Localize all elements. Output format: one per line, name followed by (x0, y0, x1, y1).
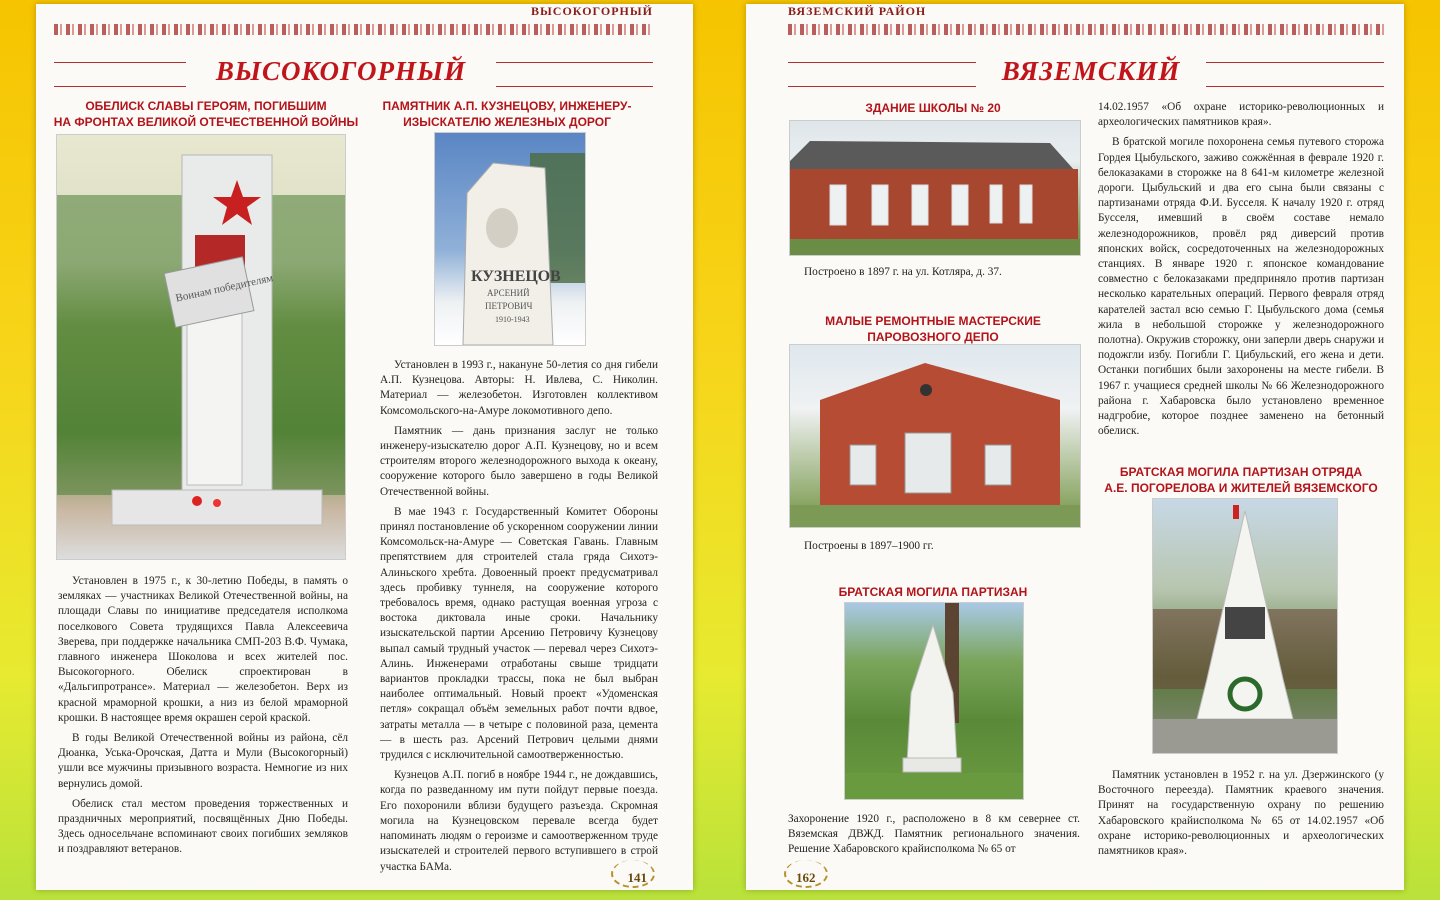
workshops-photo (789, 344, 1081, 528)
section-heading-workshops: МАЛЫЕ РЕМОНТНЫЕ МАСТЕРСКИЕ ПАРОВОЗНОГО ДЕПО (825, 314, 1041, 344)
ornament-border (54, 24, 653, 35)
partisan-grave-caption: Захоронение 1920 г., расположено в 8 км севернее ст. Вяземская ДВЖД. Памятник регионального значения. Решение Хабаровского крайисполкома № 65 от (788, 813, 1080, 856)
ornament-border (788, 24, 1384, 35)
obelisk-photo (56, 134, 346, 560)
plaque-years: 1910-1943 (495, 315, 530, 324)
plaque-first-name: АРСЕНИЙ (487, 288, 530, 298)
running-head: ВЫСОКОГОРНЫЙ (531, 4, 653, 18)
section-heading-pogorelov: БРАТСКАЯ МОГИЛА ПАРТИЗАН ОТРЯДА А.Е. ПОГОРЕЛОВА И ЖИТЕЛЕЙ ВЯЗЕМСКОГО (1104, 465, 1378, 495)
page-number: 162 (796, 870, 816, 885)
left-page (36, 4, 693, 890)
pogorelov-caption: Памятник установлен в 1952 г. на ул. Дзержинского (у Восточного переезда). Памятник краевого значения. Принят на государственную охрану по решению Хабаровского крайисполкома № 65 от 14.02.1957 «Об охране историко-революционных и археологических памятников края». (1098, 769, 1384, 858)
partisan-grave-illustration (845, 603, 1023, 799)
pogorelov-grave-photo (1152, 498, 1338, 754)
section-heading-partisan-grave: БРАТСКАЯ МОГИЛА ПАРТИЗАН (838, 585, 1028, 599)
school-photo (789, 120, 1081, 256)
obelisk-text: Установлен в 1975 г., к 30-летию Победы, в память о земляках — участниках Великой Отечественной войны, на площади Славы по инициативе председателя исполкома поселкового Совета трудящихся Павла Алексеевича Зверева, при поддержке начальника СМП-203 В.Ф. Чумака, главного инженера Шоколова и всех жителей пос. Высокогорного. Обелиск спроектирован в «Дальгипротрансе». Материал — железобетон. Верх из красной мраморной крошки, а низ из белой мраморной крошки. В настоящее время окрашен серой краской. В годы Великой Отечественной войны из района, сёл Дюанка, Уська-Орочская, Датта и Мули (Высокогорный) ушли все мужчины призывного возраста. Немногие из них вернулись домой. Обелиск стал местом проведения торжественных и праздничных мероприятий, посвящённых Дню Победы. Здесь односельчане вспоминают своих погибших земляков и поздравляют ветеранов. (58, 575, 348, 856)
page-title: ВЫСОКОГОРНЫЙ (186, 56, 496, 87)
workshops-illustration (790, 345, 1080, 527)
page-title: ВЯЗЕМСКИЙ (976, 56, 1206, 87)
plaque-name: КУЗНЕЦОВ (471, 268, 561, 285)
section-heading-kuznetsov: ПАМЯТНИК А.П. КУЗНЕЦОВУ, ИНЖЕНЕРУ- ИЗЫСКАТЕЛЮ ЖЕЛЕЗНЫХ ДОРОГ (382, 99, 632, 129)
right-page (746, 4, 1404, 890)
plaque-text: Воинам победителям (174, 272, 275, 305)
running-head: ВЯЗЕМСКИЙ РАЙОН (788, 4, 927, 18)
pogorelov-illustration (1153, 499, 1337, 753)
obelisk-illustration (57, 135, 345, 559)
section-heading-school: ЗДАНИЕ ШКОЛЫ № 20 (865, 101, 1001, 115)
workshops-caption: Построены в 1897–1900 гг. (804, 540, 934, 552)
plaque-patronymic: ПЕТРОВИЧ (485, 301, 533, 311)
kuznetsov-monument-illustration (435, 133, 585, 345)
tsybulsky-text: 14.02.1957 «Об охране историко-революционных и археологических памятников края». В братской могиле похоронена семья путевого сторожа Гордея Цыбульского, заживо сожжённая в феврале 1920 г. белоказаками в сторожке на 8 641-м километре железной дороги. Цыбульский и два его сына были связаны с партизанами отряда Ф.И. Бусселя. К началу 1920 г. отряд Бусселя, имевший в своём составе немало железнодорожников, провёл ряд диверсий против японских войск, сосредоточенных на железнодорожных станциях. В январе 1920 г. японское командование совместно с белоказаками предприняло против партизан несколько карательных операций. Первого февраля отряд карателей застал всю семью Г. Цыбульского дома (семья жила в небольшой сторожке у железнодорожного полотна). Окружив сторожку, они заперли дверь снаружи и подожгли избу. Погибли Г. Цибульский, его жена и дети. Останки погибших были захоронены на месте гибели. В 1967 г. учащиеся средней школы № 66 Железнодорожного района г. Хабаровска было установлено временное надгробие, которое позднее заменено на бетонный обелиск. (1098, 101, 1384, 438)
school-illustration (790, 121, 1080, 255)
section-heading-obelisk: ОБЕЛИСК СЛАВЫ ГЕРОЯМ, ПОГИБШИМ НА ФРОНТАХ ВЕЛИКОЙ ОТЕЧЕСТВЕННОЙ ВОЙНЫ (53, 99, 359, 129)
school-caption: Построено в 1897 г. на ул. Котляра, д. 37. (804, 266, 1002, 278)
kuznetsov-text: Установлен в 1993 г., накануне 50-летия со дня гибели А.П. Кузнецова. Авторы: Н. Ивлева, С. Николин. Материал — железобетон. Изготовлен коллективом Комсомольского-на-Амуре локомотивного депо. Памятник — дань признания заслуг не только инженеру-изыскателю дорог А.П. Кузнецову, но и всем строителям второго железнодорожного выхода к океану, сооружение которого было завершено в годы Великой Отечественной войны. В мае 1943 г. Государственный Комитет Обороны принял постановление об ускоренном сооружении линии Комсомольск-на-Амуре — Советская Гавань. Главным препятствием для строителей стала гряда Сихотэ-Алиньского хребта. Довоенный проект предусматривал здесь пробивку туннеля, на сооружение которого требовалось время, однако растущая военная угроза с востока диктовала иные сроки. Начальнику изыскательской партии Арсению Петровичу Кузнецову выпал самый трудный участок — перевал через Сихотэ-Алинь. Инженерами отработаны свыше тридцати вариантов прокладки трассы, пока не был выбран наиболее оптимальный. Новый проект «Удоменская петля» сокращал объём земельных работ почти вдвое, затраты металла — в четыре с половиной раза, цемента — в шесть раз. Арсений Петрович целыми днями трудился с исключительной самоотверженностью. Кузнецов А.П. погиб в ноябре 1944 г., не дождавшись, когда по разведанному им пути пойдут первые поезда. Его похоронили вблизи будущего разъезда. Скромная могила на Кузнецовском перевале всегда будет напоминать людям о героизме и самоотверженном труде изыскателей и строителей первого вступившего в строй участка БАМа. (380, 359, 658, 873)
partisan-grave-photo (844, 602, 1024, 800)
kuznetsov-photo (434, 132, 586, 346)
page-number: 141 (627, 870, 647, 885)
